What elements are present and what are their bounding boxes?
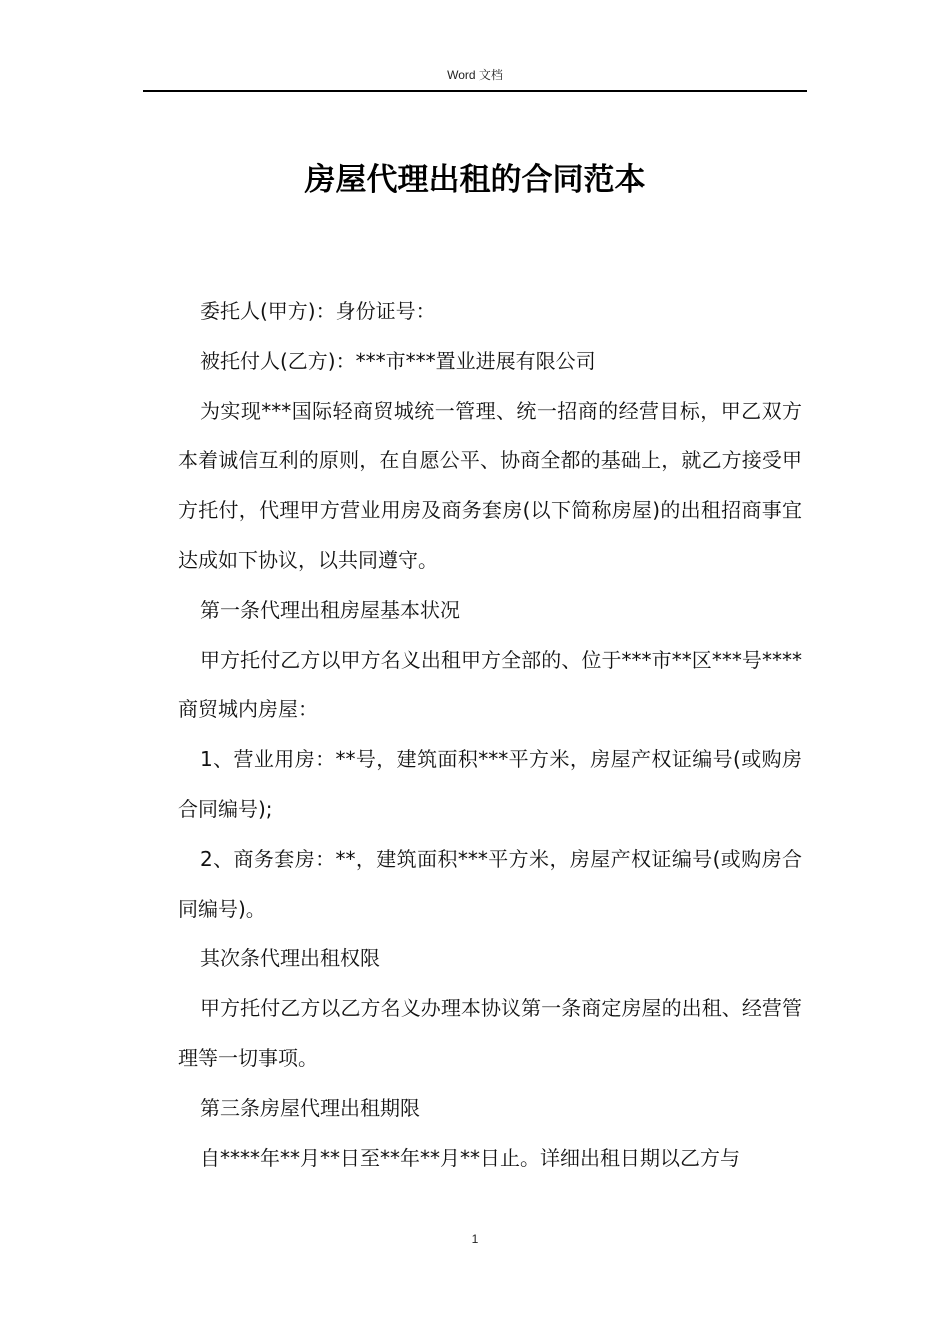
- paragraph: 自****年**月**日至**年**月**日止。详细出租日期以乙方与: [200, 1145, 740, 1170]
- paragraph: 为实现***国际轻商贸城统一管理、统一招商的经营目标，甲乙双方本着诚信互利的原则，在自愿公平、协商全都的基础上，就乙方接受甲方托付，代理甲方营业用房及商务套房(以下简称房屋)的出租招商事宜达成如下协议，以共同遵守。: [178, 398, 802, 572]
- paragraph: 被托付人(乙方)：***市***置业进展有限公司: [200, 348, 596, 373]
- paragraph: 第一条代理出租房屋基本状况: [200, 597, 460, 622]
- page-header: [143, 64, 807, 92]
- paragraph: 1、营业用房：**号，建筑面积***平方米，房屋产权证编号(或购房合同编号);: [178, 747, 802, 821]
- paragraph: 甲方托付乙方以乙方名义办理本协议第一条商定房屋的出租、经营管理等一切事项。: [178, 996, 802, 1070]
- header-text: Word 文档: [447, 68, 503, 82]
- paragraph: 其次条代理出租权限: [200, 946, 380, 971]
- document-body: [178, 287, 802, 1183]
- paragraph: 第三条房屋代理出租期限: [200, 1095, 420, 1120]
- paragraph: 委托人(甲方)：身份证号：: [200, 299, 436, 323]
- page-number: 1: [471, 1232, 479, 1246]
- paragraph: 甲方托付乙方以甲方名义出租甲方全部的、位于***市**区***号****商贸城内房屋：: [178, 647, 802, 722]
- paragraph: 2、商务套房：**，建筑面积***平方米，房屋产权证编号(或购房合同编号)。: [178, 846, 802, 921]
- document-title: 房屋代理出租的合同范本: [304, 162, 646, 198]
